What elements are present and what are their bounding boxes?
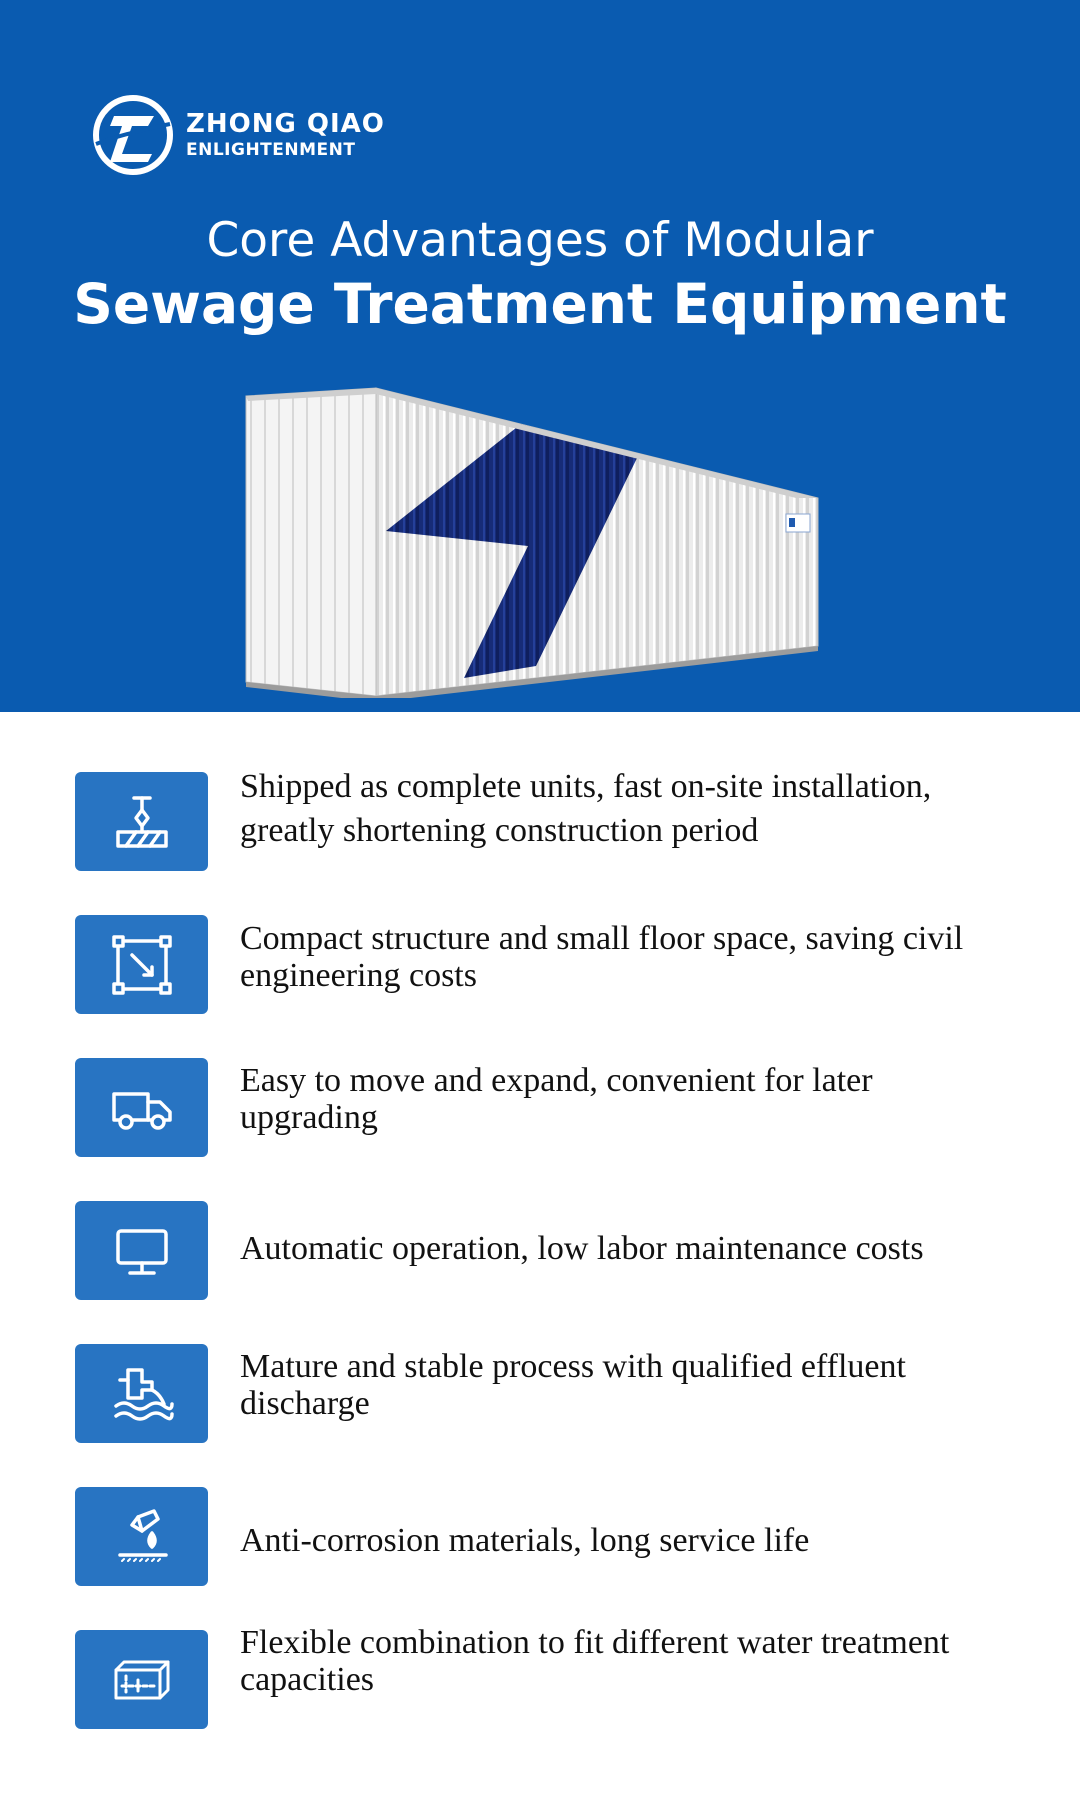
page-title-line1: Core Advantages of Modular (206, 213, 874, 268)
feature-icon-tile (75, 1630, 208, 1729)
feature-icon-tile (75, 772, 208, 871)
feature-item-corrosion (0, 1487, 1080, 1587)
feature-icon-tile (75, 1058, 208, 1157)
corrosion-drop-icon (108, 1503, 176, 1571)
zq-logo-icon (92, 94, 174, 176)
truck-icon (108, 1074, 176, 1142)
crane-hook-icon (108, 788, 176, 856)
brand-subname: ENLIGHTENMENT (186, 140, 356, 160)
feature-item-mobility (0, 1058, 1080, 1158)
feature-item-floor-space (0, 915, 1080, 1015)
feature-item-installation (0, 768, 1080, 872)
feature-text: Anti-corrosion materials, long service life (240, 1522, 810, 1559)
feature-list (0, 712, 1080, 1795)
brand-logo (92, 94, 385, 176)
feature-icon-tile (75, 915, 208, 1014)
modular-box-icon (108, 1646, 176, 1714)
brand-name: ZHONG QIAO (186, 109, 385, 139)
container-illustration (236, 366, 830, 698)
hero-banner (0, 0, 1080, 712)
feature-text: Automatic operation, low labor maintenance costs (240, 1230, 924, 1267)
feature-text: Flexible combination to fit different water treatment capacities (240, 1624, 950, 1698)
feature-text: Mature and stable process with qualified effluent discharge (240, 1348, 906, 1422)
feature-icon-tile (75, 1344, 208, 1443)
feature-icon-tile (75, 1487, 208, 1586)
feature-item-flexible (0, 1624, 1080, 1730)
monitor-icon (108, 1217, 176, 1285)
feature-text: Compact structure and small floor space, saving civil engineering costs (240, 920, 964, 994)
feature-text: Easy to move and expand, convenient for later upgrading (240, 1062, 873, 1136)
feature-icon-tile (75, 1201, 208, 1300)
effluent-discharge-icon (108, 1360, 176, 1428)
page-title-line2: Sewage Treatment Equipment (73, 272, 1007, 336)
feature-text: Shipped as complete units, fast on-site installation, greatly shortening construction period (240, 768, 932, 849)
feature-item-effluent (0, 1344, 1080, 1444)
floor-area-icon (108, 931, 176, 999)
feature-item-automation (0, 1201, 1080, 1301)
